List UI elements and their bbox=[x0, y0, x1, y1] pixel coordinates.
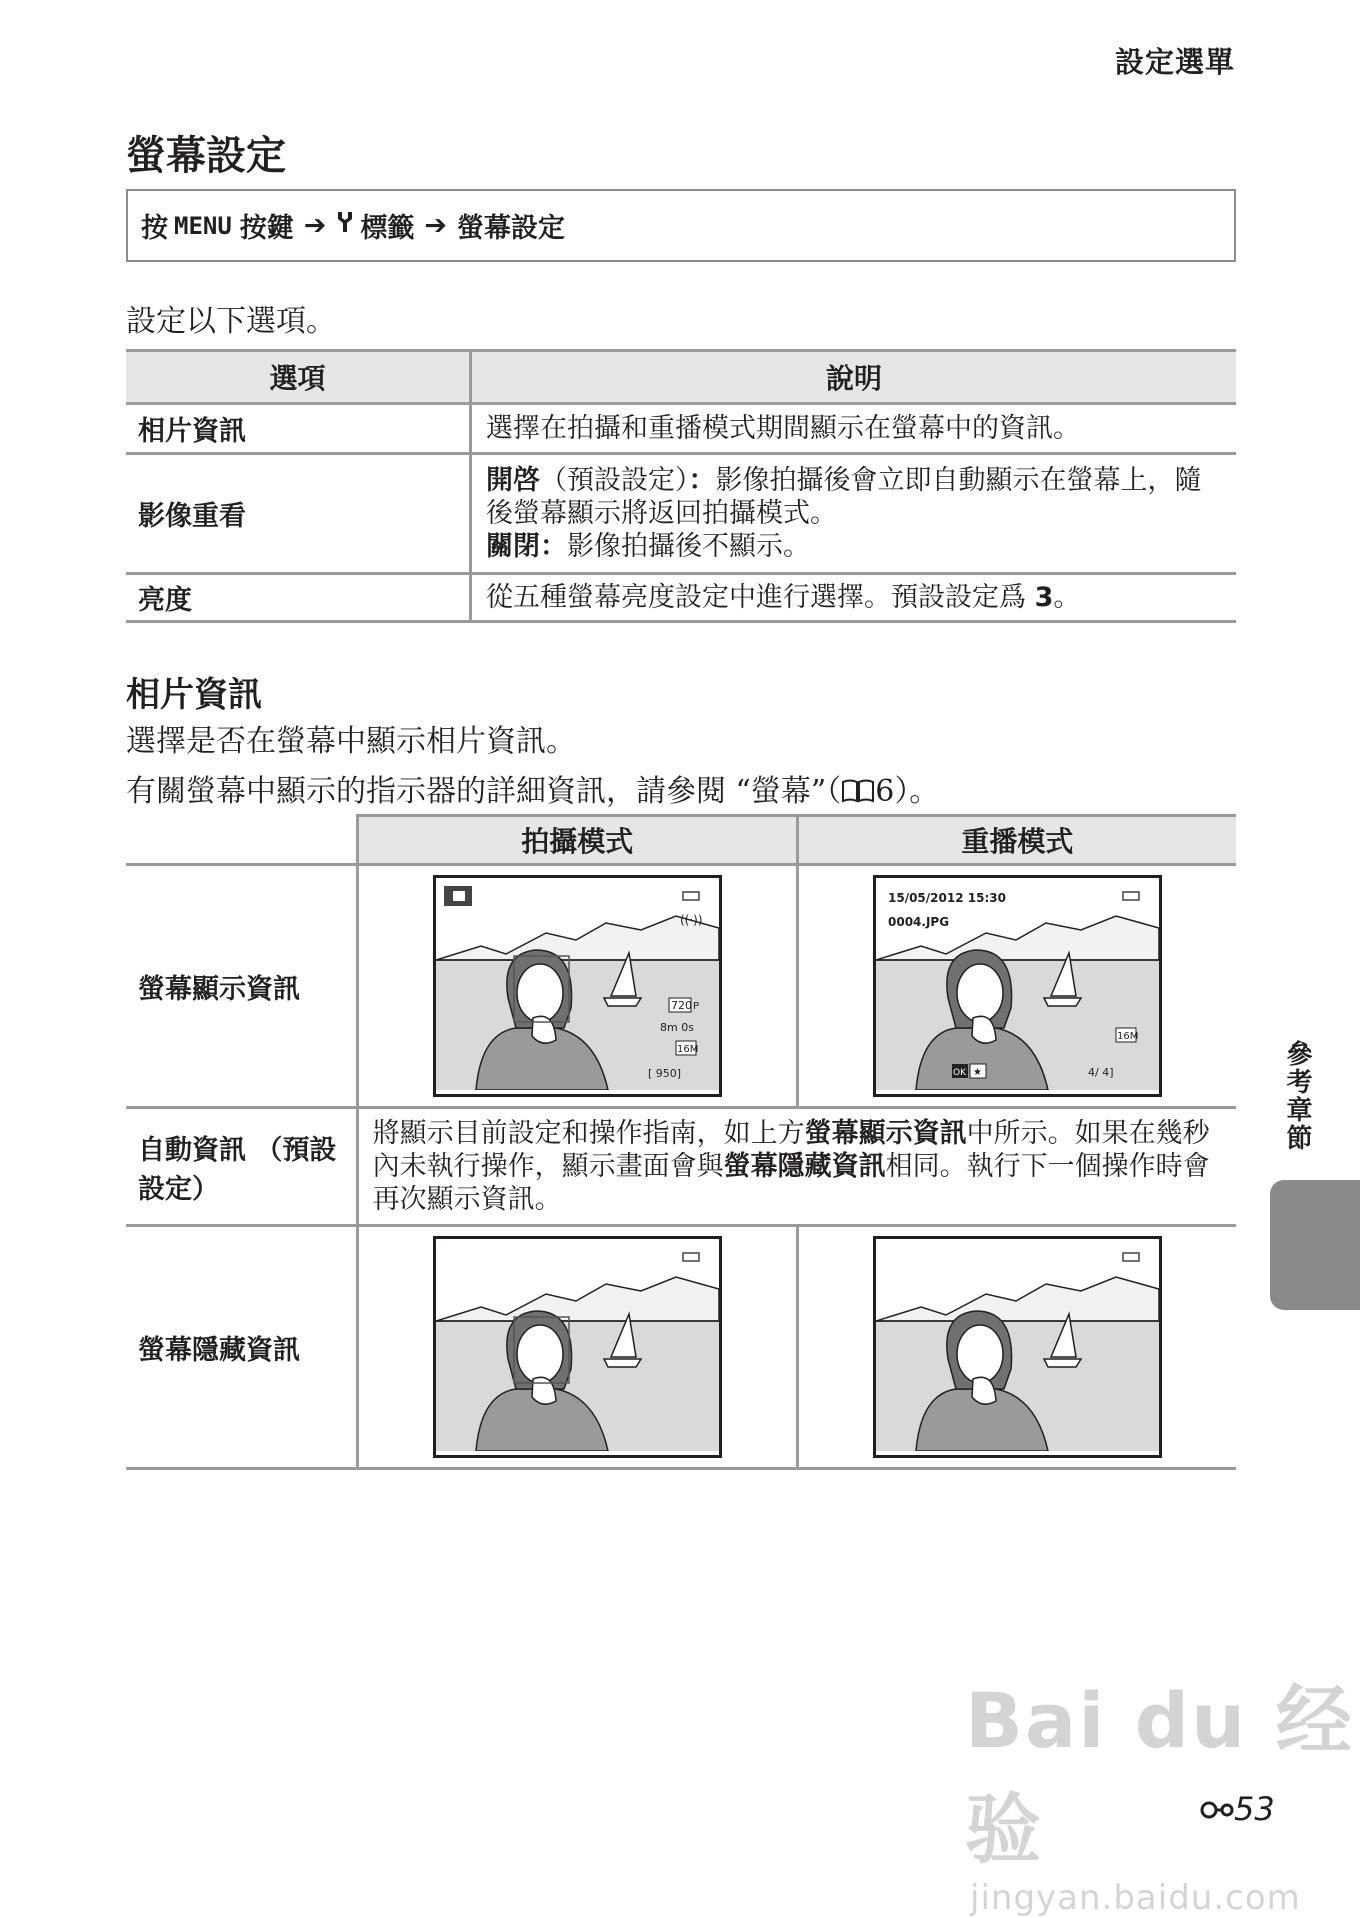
desc-bold: 關閉： bbox=[486, 531, 567, 562]
desc-text: 從五種螢幕亮度設定中進行選擇。預設設定爲 bbox=[486, 582, 1026, 613]
header-section-title: 設定選單 bbox=[1114, 45, 1235, 79]
desc-text: 影像拍攝後不顯示。 bbox=[567, 531, 810, 562]
row-label: 螢幕顯示資訊 bbox=[126, 865, 357, 1108]
grid-corner bbox=[126, 816, 357, 865]
watermark-url: jingyan.baidu.com bbox=[970, 1878, 1301, 1918]
nav-target: 螢幕設定 bbox=[457, 213, 566, 244]
desc-text: 將顯示目前設定和操作指南，如上方 bbox=[372, 1118, 805, 1149]
options-header-desc: 說明 bbox=[471, 351, 1237, 404]
page-number bbox=[1200, 1790, 1275, 1828]
watermark bbox=[965, 1660, 1360, 1918]
nav-tab-word: 標籤 bbox=[360, 213, 415, 244]
size-label: 16M bbox=[1116, 1031, 1139, 1042]
page-number-text: 53 bbox=[1234, 1790, 1275, 1828]
page-ref: 6 bbox=[875, 774, 895, 809]
desc-bold: 螢幕隱藏資訊 bbox=[723, 1151, 886, 1182]
display-info-grid bbox=[126, 814, 1236, 1470]
desc-text: 相同。執行下一個操作時會再次顯示資訊。 bbox=[372, 1151, 1210, 1215]
desc-bold: ： bbox=[688, 465, 716, 496]
table-row bbox=[126, 1108, 1236, 1226]
remaining-label: [ 950] bbox=[647, 1067, 681, 1080]
section-title: 相片資訊 bbox=[126, 675, 262, 715]
row-label: 螢幕隱藏資訊 bbox=[126, 1226, 357, 1469]
playback-screen-hide-image bbox=[873, 1236, 1162, 1458]
table-row bbox=[126, 404, 1236, 454]
table-row bbox=[126, 574, 1236, 622]
options-header-option: 選項 bbox=[126, 351, 471, 404]
option-desc: 選擇在拍攝和重播模式期間顯示在螢幕中的資訊。 bbox=[471, 404, 1237, 454]
image-cell bbox=[797, 865, 1236, 1108]
ok-label: OK bbox=[952, 1068, 966, 1078]
menu-button-label: MENU bbox=[174, 211, 232, 240]
table-row bbox=[126, 454, 1236, 574]
paragraph bbox=[126, 766, 939, 810]
table-row bbox=[126, 1226, 1236, 1469]
svg-text:★: ★ bbox=[972, 1067, 982, 1078]
desc-bold: 螢幕顯示資訊 bbox=[804, 1118, 967, 1149]
reference-icon bbox=[1200, 1790, 1234, 1828]
watermark-brand: Bai du 经验 bbox=[965, 1676, 1354, 1874]
arrow-icon: ➔ bbox=[303, 210, 327, 241]
chapter-tab bbox=[1270, 1180, 1360, 1310]
book-icon bbox=[841, 774, 875, 809]
table-row bbox=[126, 865, 1236, 1108]
filename-label: 0004.JPG bbox=[887, 915, 949, 929]
intro-text: 設定以下選項。 bbox=[126, 304, 336, 339]
time-label: 8m 0s bbox=[659, 1021, 694, 1034]
desc-text: （預設設定） bbox=[540, 465, 689, 496]
paragraph: 選擇是否在螢幕中顯示相片資訊。 bbox=[126, 724, 576, 759]
para-text: ）。 bbox=[894, 774, 940, 809]
desc-text: 中所示。如果在幾秒內未執行操作，顯示畫面會與 bbox=[372, 1118, 1210, 1182]
para-text: 有關螢幕中顯示的指示器的詳細資訊，請參閱 “螢幕”（ bbox=[126, 774, 842, 809]
shooting-screen-info-image bbox=[433, 875, 722, 1097]
row-label: 自動資訊 （預設設定） bbox=[126, 1108, 357, 1226]
page-title: 螢幕設定 bbox=[126, 133, 286, 179]
shooting-screen-hide-image bbox=[433, 1236, 722, 1458]
auto-info-desc bbox=[357, 1108, 1236, 1226]
image-cell bbox=[357, 865, 797, 1108]
options-table bbox=[126, 349, 1236, 623]
option-desc bbox=[471, 574, 1237, 622]
option-name: 亮度 bbox=[126, 574, 471, 622]
header-playback-mode: 重播模式 bbox=[797, 816, 1236, 865]
option-name: 相片資訊 bbox=[126, 404, 471, 454]
image-cell bbox=[797, 1226, 1236, 1469]
navigation-path-box bbox=[126, 189, 1236, 262]
playback-screen-info-image bbox=[873, 875, 1162, 1097]
desc-text: 。 bbox=[1053, 582, 1081, 613]
svg-text:((·)): ((·)) bbox=[679, 913, 703, 927]
desc-bold: 3 bbox=[1034, 582, 1054, 613]
image-cell bbox=[357, 1226, 797, 1469]
arrow-icon: ➔ bbox=[424, 210, 448, 241]
option-desc bbox=[471, 454, 1237, 574]
counter-label: 4/ 4] bbox=[1087, 1066, 1114, 1079]
desc-text: 影像拍攝後會立即自動顯示在螢幕上，隨後螢幕顯示將返回拍攝模式。 bbox=[486, 465, 1202, 529]
size-label: 16M bbox=[676, 1044, 699, 1055]
nav-button-word: 按鍵 bbox=[239, 213, 294, 244]
res-label: 720 bbox=[670, 999, 692, 1012]
side-tab-label: 參考章節 bbox=[1282, 1040, 1312, 1152]
datetime-label: 15/05/2012 15:30 bbox=[887, 891, 1006, 905]
wrench-icon bbox=[336, 210, 354, 241]
desc-bold: 開啓 bbox=[486, 465, 540, 496]
res-suffix: P bbox=[692, 1001, 699, 1012]
nav-press: 按 bbox=[141, 213, 168, 244]
header-shooting-mode: 拍攝模式 bbox=[357, 816, 797, 865]
option-name: 影像重看 bbox=[126, 454, 471, 574]
